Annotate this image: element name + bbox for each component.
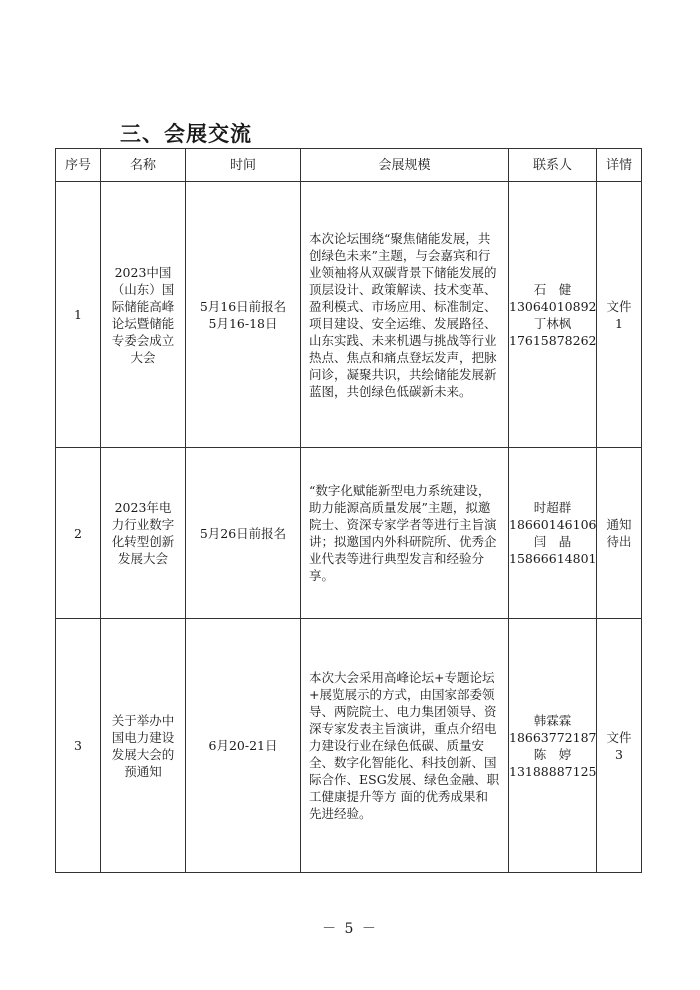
header-time: 时间 [186, 149, 301, 182]
details-line: 文件 [606, 298, 632, 314]
contact-name: 韩霖霖 [533, 712, 572, 728]
event-name: 2023中国（山东）国际储能高峰论坛暨储能专委会成立大会 [101, 182, 186, 448]
details-line: 文件 [606, 729, 632, 745]
time-line: 5月16日前报名 [199, 298, 287, 314]
header-index: 序号 [56, 149, 101, 182]
details-line: 通知 [606, 517, 632, 532]
contact-phone: 13188887125 [509, 763, 597, 779]
table-row [56, 182, 642, 448]
row-index: 2 [56, 448, 101, 619]
row-index: 3 [56, 619, 101, 873]
row-index: 1 [56, 182, 101, 448]
event-name: 关于举办中国电力建设发展大会的预通知 [101, 619, 186, 873]
event-contacts [509, 182, 597, 448]
event-scale: 本次论坛围绕“聚焦储能发展，共创绿色未来”主题，与会嘉宾和行业领袖将从双碳背景下储能发展的顶层设计、政策解读、技术变革、盈利模式、市场应用、标准制定、项目建设、安全运维、发展路径、山东实践、未来机遇与挑战等行业热点、焦点和痛点登坛发声，把脉问诊，凝聚共识，共绘储能发展新蓝图，共创绿色低碳新未来。 [301, 182, 509, 448]
header-scale: 会展规模 [301, 149, 509, 182]
contact-phone: 15866614801 [509, 551, 597, 566]
contact-name: 丁林枫 [533, 315, 572, 331]
contact-name: 石 健 [533, 281, 572, 297]
event-time [186, 619, 301, 873]
header-name: 名称 [101, 149, 186, 182]
event-scale: “数字化赋能新型电力系统建设，助力能源高质量发展”主题，拟邀院士、资深专家学者等进行主旨演讲；拟邀国内外科研院所、优秀企业代表等进行典型发言和经验分享。 [301, 448, 509, 619]
contact-name: 陈 婷 [533, 746, 572, 762]
exhibition-table [55, 148, 642, 873]
details-line: 1 [615, 315, 623, 331]
section-title: 三、会展交流 [120, 122, 252, 146]
event-time [186, 182, 301, 448]
table-row [56, 448, 642, 619]
event-contacts [509, 619, 597, 873]
details-line: 3 [615, 746, 623, 762]
time-line: 5月16-18日 [208, 315, 278, 331]
event-details [597, 182, 642, 448]
time-line: 6月20-21日 [208, 738, 278, 753]
header-details: 详情 [597, 149, 642, 182]
event-contacts [509, 448, 597, 619]
details-line: 待出 [606, 534, 632, 549]
event-details [597, 619, 642, 873]
page-number: － 5 － [322, 921, 378, 937]
table-row [56, 619, 642, 873]
contact-phone: 18660146106 [509, 517, 597, 532]
table-header-row [56, 149, 642, 182]
event-details [597, 448, 642, 619]
contact-name: 时超群 [533, 500, 572, 515]
event-scale: 本次大会采用高峰论坛+专题论坛+展览展示的方式，由国家部委领导、两院院士、电力集团领导、资深专家发表主旨演讲，重点介绍电力建设行业在绿色低碳、质量安全、数字化智能化、科技创新、国际合作、ESG发展、绿色金融、职工健康提升等方 面的优秀成果和先进经验。 [301, 619, 509, 873]
contact-name: 闫 晶 [533, 534, 572, 549]
header-contact: 联系人 [509, 149, 597, 182]
contact-phone: 13064010892 [509, 298, 597, 314]
event-time [186, 448, 301, 619]
contact-phone: 17615878262 [509, 332, 597, 348]
contact-phone: 18663772187 [509, 729, 597, 745]
event-name: 2023年电力行业数字化转型创新发展大会 [101, 448, 186, 619]
time-line: 5月26日前报名 [199, 525, 287, 541]
